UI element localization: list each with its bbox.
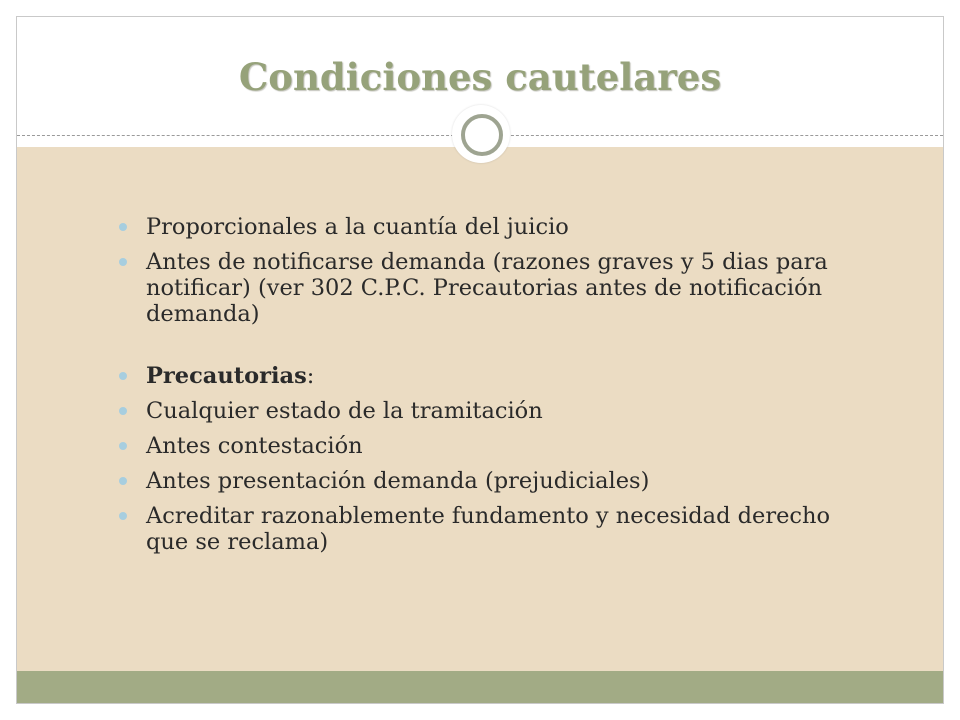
bullet-item: [117, 433, 837, 459]
footer-band: [17, 671, 943, 703]
bullet-item: [117, 398, 837, 424]
content-area: [17, 147, 943, 671]
bullet-item: [117, 468, 837, 494]
bullet-text: Proporcionales a la cuantía del juicio: [146, 214, 569, 240]
bullet-item: [117, 214, 837, 240]
bullet-text: :: [306, 363, 315, 389]
bullet-dot-icon: [119, 223, 127, 231]
bullet-dot-icon: [119, 442, 127, 450]
bullet-list: [117, 214, 837, 564]
slide: [16, 16, 944, 704]
bullet-dot-icon: [119, 477, 127, 485]
bullet-item: [117, 503, 837, 555]
bullet-dot-icon: [119, 372, 127, 380]
bullet-text: Antes contestación: [146, 433, 363, 459]
bullet-item: [117, 249, 837, 327]
bullet-text: Antes de notificarse demanda (razones graves y 5 dias para notificar) (ver 302 C.P.C. Precautorias antes de notificación demanda): [146, 249, 828, 327]
bullet-item: [117, 363, 837, 389]
circle-ring-icon: [452, 105, 510, 163]
slide-title: Condiciones cautelares: [238, 55, 722, 99]
bullet-dot-icon: [119, 407, 127, 415]
bullet-text: Cualquier estado de la tramitación: [146, 398, 543, 424]
bullet-bold-text: Precautorias: [146, 363, 307, 389]
ring-inner: [461, 114, 503, 156]
bullet-dot-icon: [119, 512, 127, 520]
bullet-dot-icon: [119, 258, 127, 266]
bullet-text: Antes presentación demanda (prejudiciales): [146, 468, 650, 494]
bullet-text: Acreditar razonablemente fundamento y necesidad derecho que se reclama): [146, 503, 831, 555]
